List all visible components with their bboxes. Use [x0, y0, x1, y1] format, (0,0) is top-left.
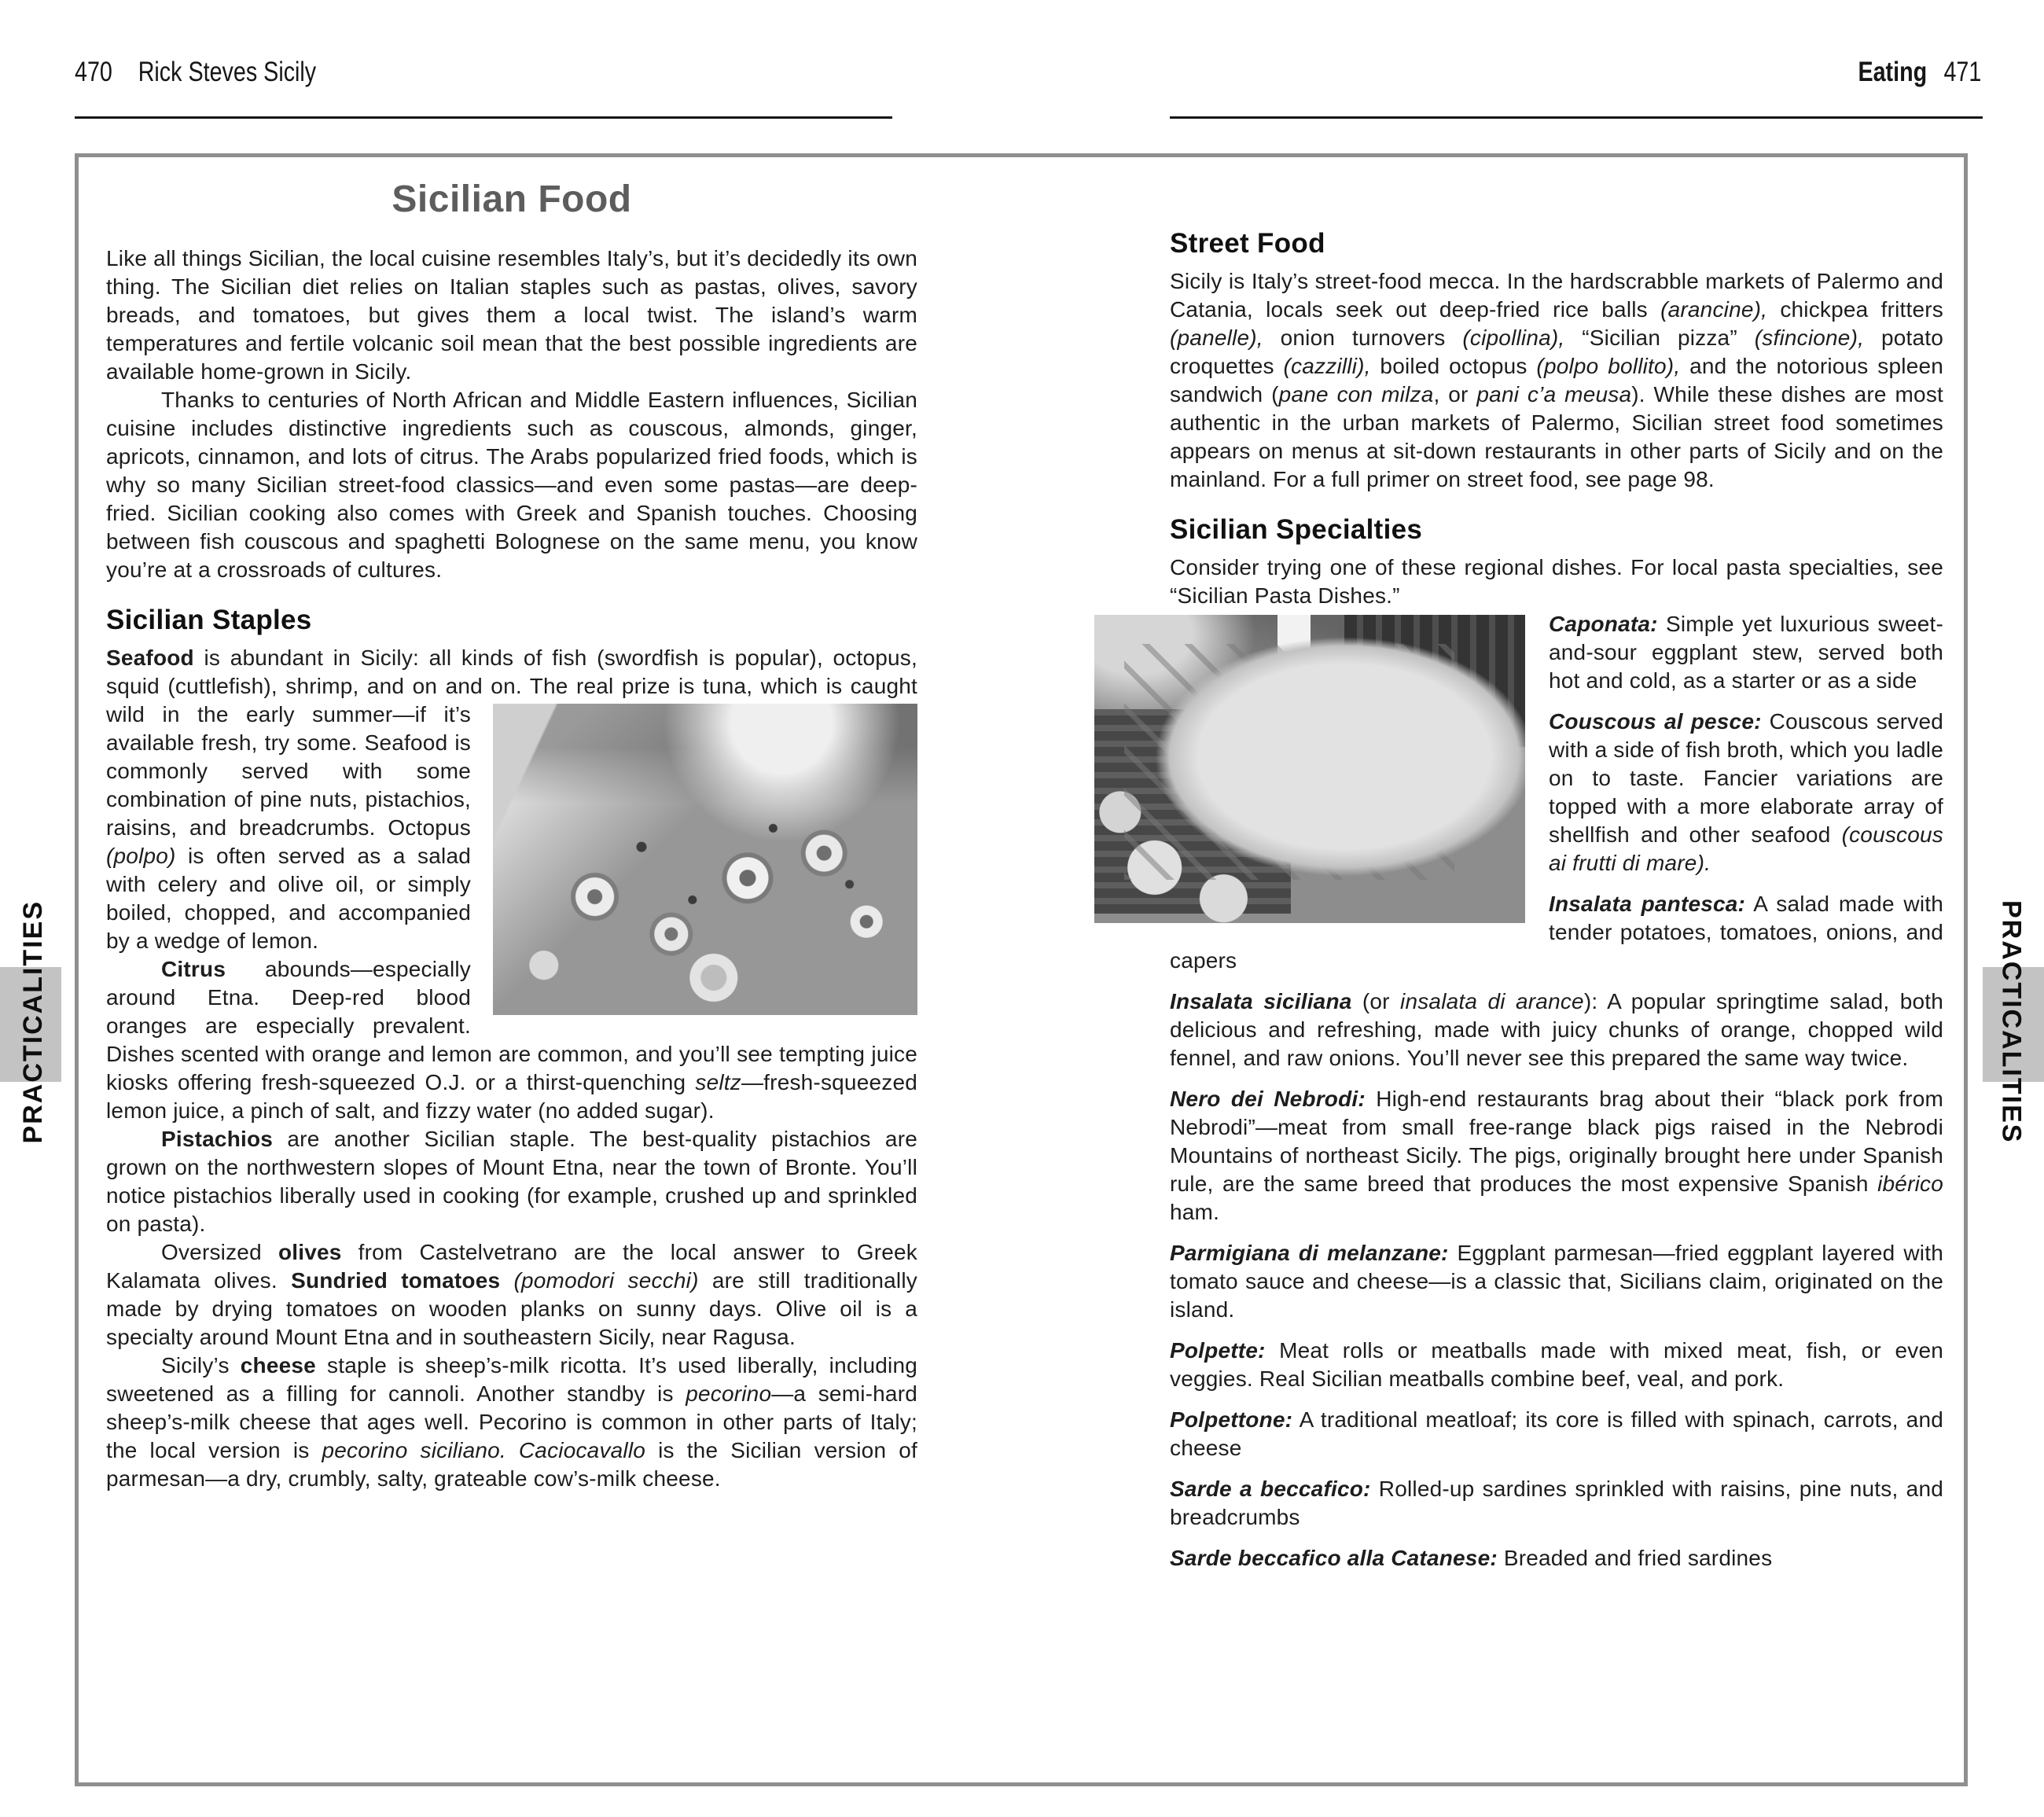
- dish-nero-dei-nebrodi: Nero dei Nebrodi: High-end restaurants brag about their “black pork from Nebrodi”—meat from small free-range black pigs raised in the Nebrodi Mountains of northeast Sicily. The pigs, originally brought here under Spanish rule, are the same breed that produces the most expensive Spanish ibérico ham.: [1170, 1087, 1944, 1224]
- dish-caponata: Caponata: Simple yet luxurious sweet-and-sour eggplant stew, served both hot and cold, as a starter or as a side: [1549, 612, 1943, 693]
- seafood-salad-photo: [493, 704, 917, 1015]
- dish-insalata-pantesca: Insalata pantesca: A salad made with tender potatoes, tomatoes, onions, and capers: [1170, 892, 1944, 973]
- section-title: Sicilian Food: [392, 178, 632, 220]
- sidebar-label-left: [5, 900, 61, 1144]
- right-column: [1170, 228, 1943, 1585]
- header-rule-left: [75, 116, 892, 119]
- paragraph-specialties-intro: Consider trying one of these regional dishes. For local pasta specialties, see “Sicilian Pasta Dishes.”: [1170, 555, 1943, 608]
- dish-insalata-siciliana: Insalata siciliana (or insalata di arance): A popular springtime salad, both delicious and refreshing, made with juicy chunks of orange, chopped wild fennel, and raw onions. You’ll never see this prepared the same way twice.: [1170, 989, 1943, 1070]
- paragraph-intro: Like all things Sicilian, the local cuisine resembles Italy’s, but it’s decidedly its own thing. The Sicilian diet relies on Italian staples such as pastas, olives, savory breads, and tomatoes, but gives them a local twist. The island’s warm temperatures and fertile volcanic soil mean that the best possible ingredients are available home-grown in Sicily.: [106, 246, 917, 384]
- heading-sicilian-specialties: Sicilian Specialties: [1170, 514, 1423, 545]
- book-title: Rick Steves Sicily: [138, 57, 317, 87]
- paragraph-seafood: [106, 644, 917, 955]
- paragraph-seafood-text: Seafood is abundant in Sicily: all kinds of fish (swordfish is popular), octopus, squid (cuttlefish), shrimp, and on and on. The real prize is tuna, which is caught wild in the early summer—if it’s available fresh, try some. Seafood is commonly served with some combination of pine nuts, pistachios, raisins, and breadcrumbs. Octopus (polpo) is often served as a salad with celery and olive oil, or simply boiled, chopped, and accompanied by a wedge of lemon.: [106, 646, 917, 953]
- market-food-photo: [1094, 615, 1525, 923]
- paragraph-street-food: Sicily is Italy’s street-food mecca. In the hardscrabble markets of Palermo and Catania, locals seek out deep-fried rice balls (arancine), chickpea fritters (panelle), onion turnovers (cipollina), “Sicilian pizza” (sfincione), potato croquettes (cazzilli), boiled octopus (polpo bollito), and the notorious spleen sandwich (pane con milza, or pani c’a meusa). While these dishes are most authentic in the urban markets of Palermo, Sicilian street food sometimes appears on menus at sit-down restaurants in other parts of Sicily and on the mainland. For a full primer on street food, see page 98.: [1170, 269, 1944, 491]
- paragraph-influences: Thanks to centuries of North African and Middle Eastern influences, Sicilian cuisine includes distinctive ingredients such as couscous, almonds, ginger, apricots, cinnamon, and lots of citrus. The Arabs popularized fried foods, which is why so many Sicilian street-food classics—and even some pastas—are deep-fried. Sicilian cooking also comes with Greek and Spanish touches. Choosing between fish couscous and spaghetti Bolognese on the same menu, you know you’re at a crossroads of cultures.: [106, 388, 917, 582]
- left-column: [106, 178, 917, 1493]
- dish-sarde-beccafico-alla-catanese: Sarde beccafico alla Catanese: Breaded and fried sardines: [1170, 1546, 1773, 1570]
- heading-street-food: Street Food: [1170, 228, 1325, 259]
- sidebar-label-right: [1983, 900, 2039, 1144]
- dish-polpettone: Polpettone: A traditional meatloaf; its core is filled with spinach, carrots, and cheese: [1170, 1407, 1943, 1460]
- header-rule-right: [1170, 116, 1983, 119]
- paragraph-citrus: Citrus abounds—especially around Etna. Deep-red blood oranges are especially prevalent. Dishes scented with orange and lemon are common, and you’ll see tempting juice kiosks offering fresh-squeezed O.J. or a thirst-quenching seltz—fresh-squeezed lemon juice, a pinch of salt, and fizzy water (no added sugar).: [106, 957, 917, 1123]
- sidebar-label-left-text: PRACTICALITIES: [17, 900, 48, 1144]
- running-head-left: [75, 57, 316, 88]
- chapter-name: Eating: [1858, 57, 1927, 87]
- running-head-right: [1858, 57, 1981, 88]
- heading-sicilian-staples: Sicilian Staples: [106, 605, 312, 635]
- dish-couscous-al-pesce: Couscous al pesce: Couscous served with a side of fish broth, which you ladle on to taste. Fancier variations are topped with a more elaborate array of shellfish and other seafood (couscous ai frutti di mare).: [1549, 709, 1943, 875]
- paragraph-olives: Oversized olives from Castelvetrano are the local answer to Greek Kalamata olives. Sundried tomatoes (pomodori secchi) are still traditionally made by drying tomatoes on wooden planks on sunny days. Olive oil is a specialty around Mount Etna and in southeastern Sicily, near Ragusa.: [106, 1240, 917, 1349]
- dish-parmigiana-di-melanzane: Parmigiana di melanzane: Eggplant parmesan—fried eggplant layered with tomato sauce and cheese—is a classic that, Sicilians claim, originated on the island.: [1170, 1241, 1943, 1322]
- sidebar-label-right-text: PRACTICALITIES: [1996, 900, 2027, 1144]
- paragraph-cheese: Sicily’s cheese staple is sheep’s-milk ricotta. It’s used liberally, including sweetened as a filling for cannoli. Another standby is pecorino—a semi-hard sheep’s-milk cheese that ages well. Pecorino is common in other parts of Italy; the local version is pecorino siciliano. Caciocavallo is the Sicilian version of parmesan—a dry, crumbly, salty, grateable cow’s-milk cheese.: [106, 1353, 918, 1491]
- dish-polpette: Polpette: Meat rolls or meatballs made with mixed meat, fish, or even veggies. Real Sicilian meatballs combine beef, veal, and pork.: [1170, 1338, 1943, 1391]
- page-number-right: 471: [1943, 57, 1981, 87]
- page-number-left: 470: [75, 57, 112, 87]
- paragraph-pistachios: Pistachios are another Sicilian staple. The best-quality pistachios are grown on the northwestern slopes of Mount Etna, near the town of Bronte. You’ll notice pistachios liberally used in cooking (for example, crushed up and sprinkled on pasta).: [106, 1127, 917, 1236]
- dish-sarde-a-beccafico: Sarde a beccafico: Rolled-up sardines sprinkled with raisins, pine nuts, and breadcrumbs: [1170, 1477, 1943, 1529]
